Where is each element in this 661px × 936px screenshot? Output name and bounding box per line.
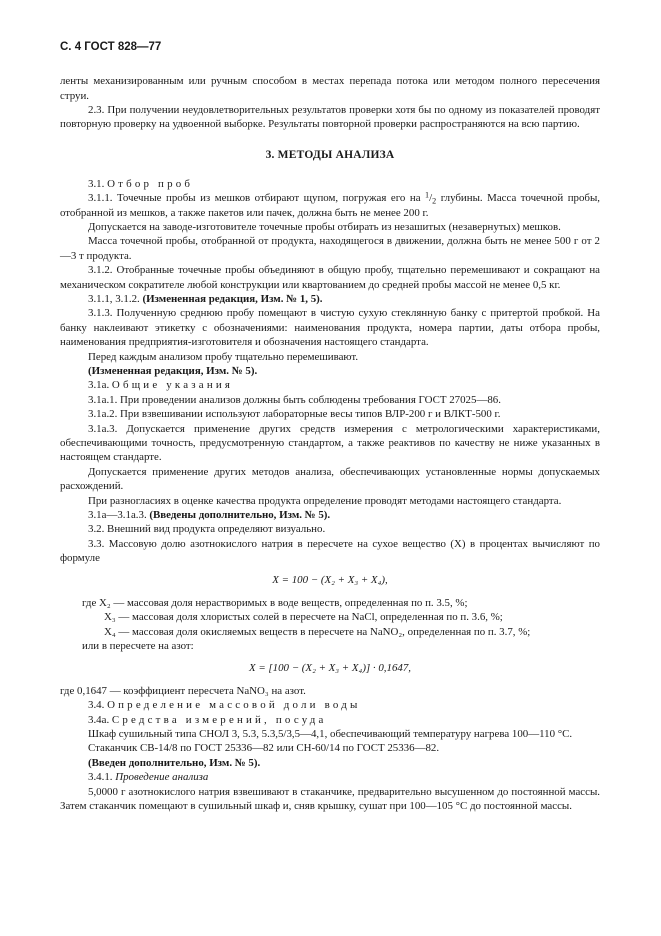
where-line-2: X₃ — массовая доля хлористых солей в пересчете на NaCl, определенная по п. 3.6, %;: [104, 611, 503, 624]
heading-italic-title: Проведение анализа: [115, 771, 209, 784]
heading-number: 3.1.: [88, 177, 105, 190]
where-line-3: X₄ — массовая доля окисляемых веществ в пересчете на NaNO₂, определенная по п. 3.7, %;: [104, 625, 531, 638]
paragraph-3-2: 3.2. Внешний вид продукта определяют визуально.: [88, 523, 326, 536]
where-line-1: где X₂ — массовая доля нерастворимых в воде веществ, определенная по п. 3.5, %;: [82, 596, 468, 609]
paragraph-3-3: 3.3. Массовую долю азотнокислого натрия в пересчете на сухое вещество (X) в процентах вычисляют по формуле: [60, 537, 600, 565]
note-ref: 3.1.1, 3.1.2.: [88, 293, 143, 306]
paragraph-3-1a-1: 3.1а.1. При проведении анализов должны быть соблюдены требования ГОСТ 27025—86.: [88, 393, 501, 406]
coefficient-note: где 0,1647 — коэффициент пересчета NaNO₃ на азот.: [60, 684, 306, 697]
paragraph-3-1a-3-b: Допускается применение других методов анализа, обеспечивающих установленные нормы допускаемых расхождений.: [60, 465, 600, 493]
paragraph-3-1a-2: 3.1а.2. При взвешивании используют лабораторные весы типов ВЛР-200 г и ВЛКТ-500 г.: [88, 408, 501, 421]
document-page: [60, 40, 600, 813]
amendment-note-4: [60, 756, 600, 770]
paragraph-3-1-1-c: Допускается на заводе-изготовителе точечные пробы отбирать из незашитых (незавернутых) мешков.: [88, 221, 561, 234]
amendment-note-2: [60, 364, 600, 378]
note-ref: 3.1а—3.1а.3.: [88, 508, 150, 521]
paragraph-3-1a-3: 3.1а.3. Допускается применение других средств измерения с метрологическими характеристиками, обеспечивающими точность, предусмотренную стандартом, а также реактивов по качеству не ниже указанных в настоящем стандарте.: [60, 422, 600, 464]
paragraph-3-1-1: 3.1.1. Точечные пробы из мешков отбирают щупом, погружая его на $^1/_2$ глубины. Масса точечной пробы, отобранной из мешков, а также пакетов или пачек, должна быть не менее 200 г.: [60, 191, 600, 219]
paragraph-3-1-2: 3.1.2. Отобранные точечные пробы объединяют в общую пробу, тщательно перемешивают и сокращают на механическом сократителе любой конструкции или квартованием до средней пробы массой не менее 0,5 кг.: [60, 264, 600, 291]
paragraph-continuation: ленты механизированным или ручным способом в местах перепада потока или методом полного пересечения струи.: [60, 75, 600, 102]
text-run: глубины. Масса точечной пробы, отобранной из мешков, а также пакетов или пачек, должна быть не менее 200 г.: [60, 192, 600, 219]
paragraph-3-4a-b: Стаканчик СВ-14/8 по ГОСТ 25336—82 или СН-60/14 по ГОСТ 25336—82.: [88, 742, 440, 755]
note-text: (Измененная редакция, Изм. № 1, 5).: [142, 293, 323, 306]
heading-number: 3.4а.: [88, 713, 110, 726]
heading-number: 3.4.: [88, 699, 105, 712]
heading-number: 3.4.1.: [88, 771, 113, 784]
amendment-note-3: [60, 508, 600, 522]
heading-spaced-title: Определение массовой доли воды: [107, 699, 361, 712]
heading-spaced-title: Общие указания: [111, 379, 234, 392]
fraction-numerator: 1: [425, 191, 430, 201]
section-title: 3. МЕТОДЫ АНАЛИЗА: [265, 148, 395, 161]
amendment-note-1: [60, 292, 600, 306]
paragraph-3-1-3-b: Перед каждым анализом пробу тщательно перемешивают.: [88, 350, 359, 363]
heading-spaced-title: Отбор проб: [107, 177, 194, 190]
heading-3-4-1: [60, 770, 600, 784]
note-text: (Введены дополнительно, Изм. № 5).: [149, 508, 331, 521]
text-run: 3.1.1. Точечные пробы из мешков отбирают щупом, погружая его на: [88, 192, 426, 205]
heading-3-1: [60, 177, 600, 191]
paragraph-3-4-1: 5,0000 г азотнокислого натрия взвешивают в стаканчике, предварительно высушенном до постоянной массы. Затем стаканчик помещают в сушильный шкаф и, сняв крышку, сушат при 100—105 °С до постоянной массы.: [60, 785, 600, 812]
paragraph-3-1-3: 3.1.3. Полученную среднюю пробу помещают в чистую сухую стеклянную банку с притертой пробкой. На банку наклеивают этикетку с обозначениями: наименования продукта, номера партии, даты отбора пробы, наименования предприятия-изготовителя и обозначения настоящего стандарта.: [60, 307, 600, 349]
note-text: (Измененная редакция, Изм. № 5).: [88, 364, 258, 377]
heading-3-4a: [60, 713, 600, 727]
paragraph-3-1a-3-c: При разногласиях в оценке качества продукта определение проводят методами настоящего стандарта.: [88, 494, 562, 507]
heading-number: 3.1а.: [88, 379, 110, 392]
formula-1: X = 100 − (X₂ + X₃ + X₄),: [272, 574, 388, 587]
heading-3-4: [60, 698, 600, 712]
heading-spaced-title: Средства измерений, посуда: [111, 713, 327, 726]
or-text: или в пересчете на азот:: [82, 640, 194, 653]
paragraph-3-4a: Шкаф сушильный типа СНОЛ 3, 5.3, 5.3,5/3,5—4,1, обеспечивающий температуру нагрева 100—110 °С.: [88, 727, 573, 740]
paragraph-3-1-1-d: Масса точечной пробы, отобранной от продукта, находящегося в движении, должна быть не менее 500 г от 2—3 т продукта.: [60, 235, 600, 262]
paragraph-2-3: 2.3. При получении неудовлетворительных результатов проверки хотя бы по одному из показателей проводят повторную проверку на удвоенной выборке. Результаты повторной проверки распространяются на всю партию.: [60, 103, 600, 131]
formula-2: X = [100 − (X₂ + X₃ + X₄)] · 0,1647,: [248, 662, 412, 675]
fraction-denominator: 2: [432, 196, 437, 206]
heading-3-1a: [60, 378, 600, 392]
page-header: С. 4 ГОСТ 828—77: [60, 41, 162, 53]
note-text: (Введен дополнительно, Изм. № 5).: [88, 756, 261, 769]
